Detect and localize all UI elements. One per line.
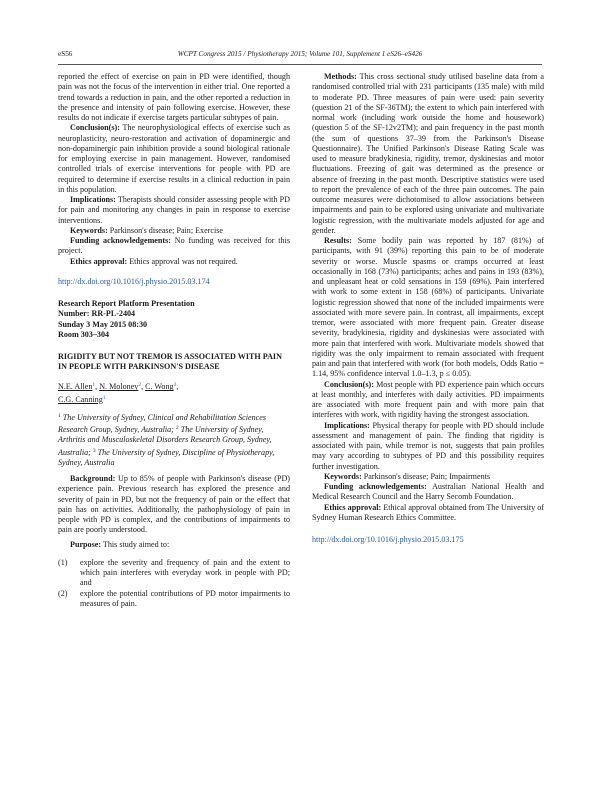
- prev-funding-text: No funding was received for this project.: [58, 236, 290, 256]
- ethics-text: Ethical approval obtained from The University of Sydney Human Research Ethics Committee.: [312, 502, 544, 522]
- prev-keywords-label: Keywords:: [70, 225, 108, 235]
- author-moloney[interactable]: N. Moloney: [99, 382, 139, 392]
- right-column: [312, 72, 544, 545]
- implications-paragraph: [312, 421, 544, 472]
- prev-conclusions-text: The neurophysiological effects of exercise such as neuroplasticity, neuro-restoration and activation of dopaminergic and non-dopaminergic pain inhibition provide a sound biological rationale for employing exercise in pain management. However, randomised controlled trials of exercise interventions for people with PD are required to determine if exercise results in a clinical reduction in pain in this population.: [58, 123, 290, 194]
- prev-keywords: [58, 226, 290, 236]
- doi-link[interactable]: http://dx.doi.org/10.1016/j.physio.2015.03.175: [312, 535, 464, 544]
- funding-text: Australian National Health and Medical Research Council and the Harry Secomb Foundation.: [312, 482, 544, 502]
- purpose-label: Purpose:: [70, 539, 102, 549]
- ethics-label: Ethics approval:: [324, 502, 382, 512]
- session-time: Sunday 3 May 2015 08:30: [58, 319, 148, 329]
- implications-label: Implications:: [324, 420, 370, 430]
- prev-keywords-text: Parkinson's disease; Pain; Exercise: [107, 225, 223, 235]
- results-label: Results:: [324, 236, 352, 245]
- author-list: N.E. Allen$^1$, N. Moloney$^2$, C. Wong$^3$, C.G. Canning$^1$: [58, 382, 179, 404]
- purpose-list: [58, 558, 290, 609]
- session-number: Number: RR-PL-2404: [58, 309, 136, 319]
- results-paragraph: [312, 236, 544, 380]
- journal-citation: WCPT Congress 2015 / Physiotherapy 2015; Volume 101, Supplement 1 eS26–eS426: [177, 50, 423, 58]
- prev-conclusions: [58, 123, 290, 195]
- author-allen[interactable]: N.E. Allen: [58, 382, 93, 392]
- purpose-text: This study aimed to:: [101, 539, 170, 549]
- left-column: [58, 72, 290, 609]
- conclusions-paragraph: [312, 380, 544, 421]
- prev-ethics: [58, 257, 290, 267]
- author-canning[interactable]: C.G. Canning: [58, 394, 103, 404]
- prev-funding: [58, 236, 290, 257]
- conclusions-text: Most people with PD experience pain which occurs at least monthly, and interferes with daily activities. PD impairments are associated with more frequent pain and with more pain that interferes with work, with rigidity having the strongest association.: [312, 379, 544, 420]
- background-paragraph: [58, 474, 290, 536]
- session-room: Room 303–304: [58, 329, 110, 339]
- header-rule: [58, 64, 542, 65]
- session-type: Research Report Platform Presentation: [58, 299, 195, 308]
- purpose-paragraph: [58, 540, 290, 550]
- keywords-text: Parkinson's disease; Pain; Impairments: [361, 471, 491, 481]
- background-label: Background:: [70, 474, 116, 484]
- keywords-label: Keywords:: [324, 471, 362, 481]
- prev-conclusions-label: Conclusion(s):: [70, 123, 120, 133]
- results-text: Some bodily pain was reported by 187 (81%) of participants, with 91 (39%) reporting this pain to be of moderate severity or worse. Muscle spasms or cramps occurred at least occasionally in 168 (73%) participants; aches and pains in 193 (83%), and unpleasant heat or cold sensations in 159 (69%). Pain interfered with work to some extent in 158 (68%) of participants. Univariate logistic regression showed that none of the included impairments were associated with more severe pain. In contrast, all impairments, except tremor, were associated with more frequent pain. Greater disease severity, bradykinesia, rigidity and dyskinesias were associated with more pain that interfered with work. Multivariate models showed that rigidity was the only impairment to remain associated with frequent pain and pain that interfered with work (for both models, Odds Ratio = 1.14, 95% confidence interval 1.0–1.3, p ≤ 0.05).: [312, 236, 544, 379]
- conclusions-label: Conclusion(s):: [324, 379, 374, 389]
- abstract-title: RIGIDITY BUT NOT TREMOR IS ASSOCIATED WITH PAIN IN PEOPLE WITH PARKINSON'S DISEASE: [58, 352, 282, 372]
- background-text: Up to 85% of people with Parkinson's disease (PD) experience pain. Previous research has explored the presence and severity of pain in PD, but not the frequency of pain or the effect that pain has on activities. Additionally, the pathophysiology of pain in people with PD is complex, and the contributions of impairments to pain are poorly understood.: [58, 474, 290, 535]
- methods-label: Methods:: [324, 72, 357, 81]
- prev-implications: [58, 195, 290, 226]
- author-wong[interactable]: C. Wong: [145, 382, 174, 392]
- page-header: [58, 50, 542, 64]
- funding-label: Funding acknowledgements:: [324, 482, 427, 491]
- prev-ethics-label: Ethics approval:: [70, 256, 128, 266]
- affiliations: $^1$ The University of Sydney, Clinical and Rehabilitation Sciences Research Group, Sydney, Australia; $^2$ The University of Sydney, Arthritis and Musculoskeletal Disorders Research Group, Sydney, Australia; $^3$ The University of Sydney, Discipline of Physiotherapy, Sydney, Australia: [58, 412, 275, 467]
- prev-abstract-text: reported the effect of exercise on pain in PD were identified, though pain was not the focus of the intervention in either trial. One reported a trend towards a reduction in pain, and the other reported a reduction in the presence and intensity of pain following exercise. However, these results do not indicate if exercise targets particular subtypes of pain.: [58, 72, 290, 122]
- prev-funding-label: Funding acknowledgements:: [70, 236, 171, 245]
- ethics-paragraph: [312, 503, 544, 524]
- prev-implications-text: Therapists should consider assessing people with PD for pain and monitoring any changes in pain in response to exercise interventions.: [58, 195, 290, 225]
- keywords-paragraph: [312, 472, 544, 482]
- implications-text: Physical therapy for people with PD should include assessment and management of pain. The finding that rigidity is associated with pain, while tremor is not, suggests that pain profiles may vary according to subtypes of PD and this possibility requires further investigation.: [312, 420, 544, 471]
- prev-ethics-text: Ethics approval was not required.: [127, 256, 238, 266]
- methods-text: This cross sectional study utilised baseline data from a randomised controlled trial with 231 participants (135 male) with mild to moderate PD. Three measures of pain were used: pain severity (question 21 of the SF-36TM); the extent to which pain interfered with normal work (including work outside the home and housework) (question 5 of the SF-12v2TM); and pain frequency in the past month (the sum of questions 37–39 from the Parkinson's Disease Questionnaire). The Unified Parkinson's Disease Rating Scale was used to measure bradykinesia, rigidity, tremor, dyskinesias and motor fluctuations. Freezing of gait was determined as the presence or absence of freezing in the past month. Descriptive statistics were used to report the prevalence of each of the three pain outcomes. The pain outcome measures were dichotomised to allow associations between impairments and pain to be explored using univariate and multivariate logistic regression, with the multivariate models adjusted for age and gender.: [312, 72, 544, 235]
- page-number: eS56: [58, 50, 73, 58]
- prev-implications-label: Implications:: [70, 195, 116, 204]
- methods-paragraph: [312, 72, 544, 236]
- purpose-item: (1) explore the severity and frequency of pain and the extent to which pain interferes with everyday work in people with PD; and: [58, 557, 290, 588]
- funding-paragraph: [312, 482, 544, 503]
- purpose-item: (2) explore the potential contributions of PD motor impairments to measures of pain.: [58, 588, 290, 608]
- prev-doi-link[interactable]: http://dx.doi.org/10.1016/j.physio.2015.03.174: [58, 276, 210, 286]
